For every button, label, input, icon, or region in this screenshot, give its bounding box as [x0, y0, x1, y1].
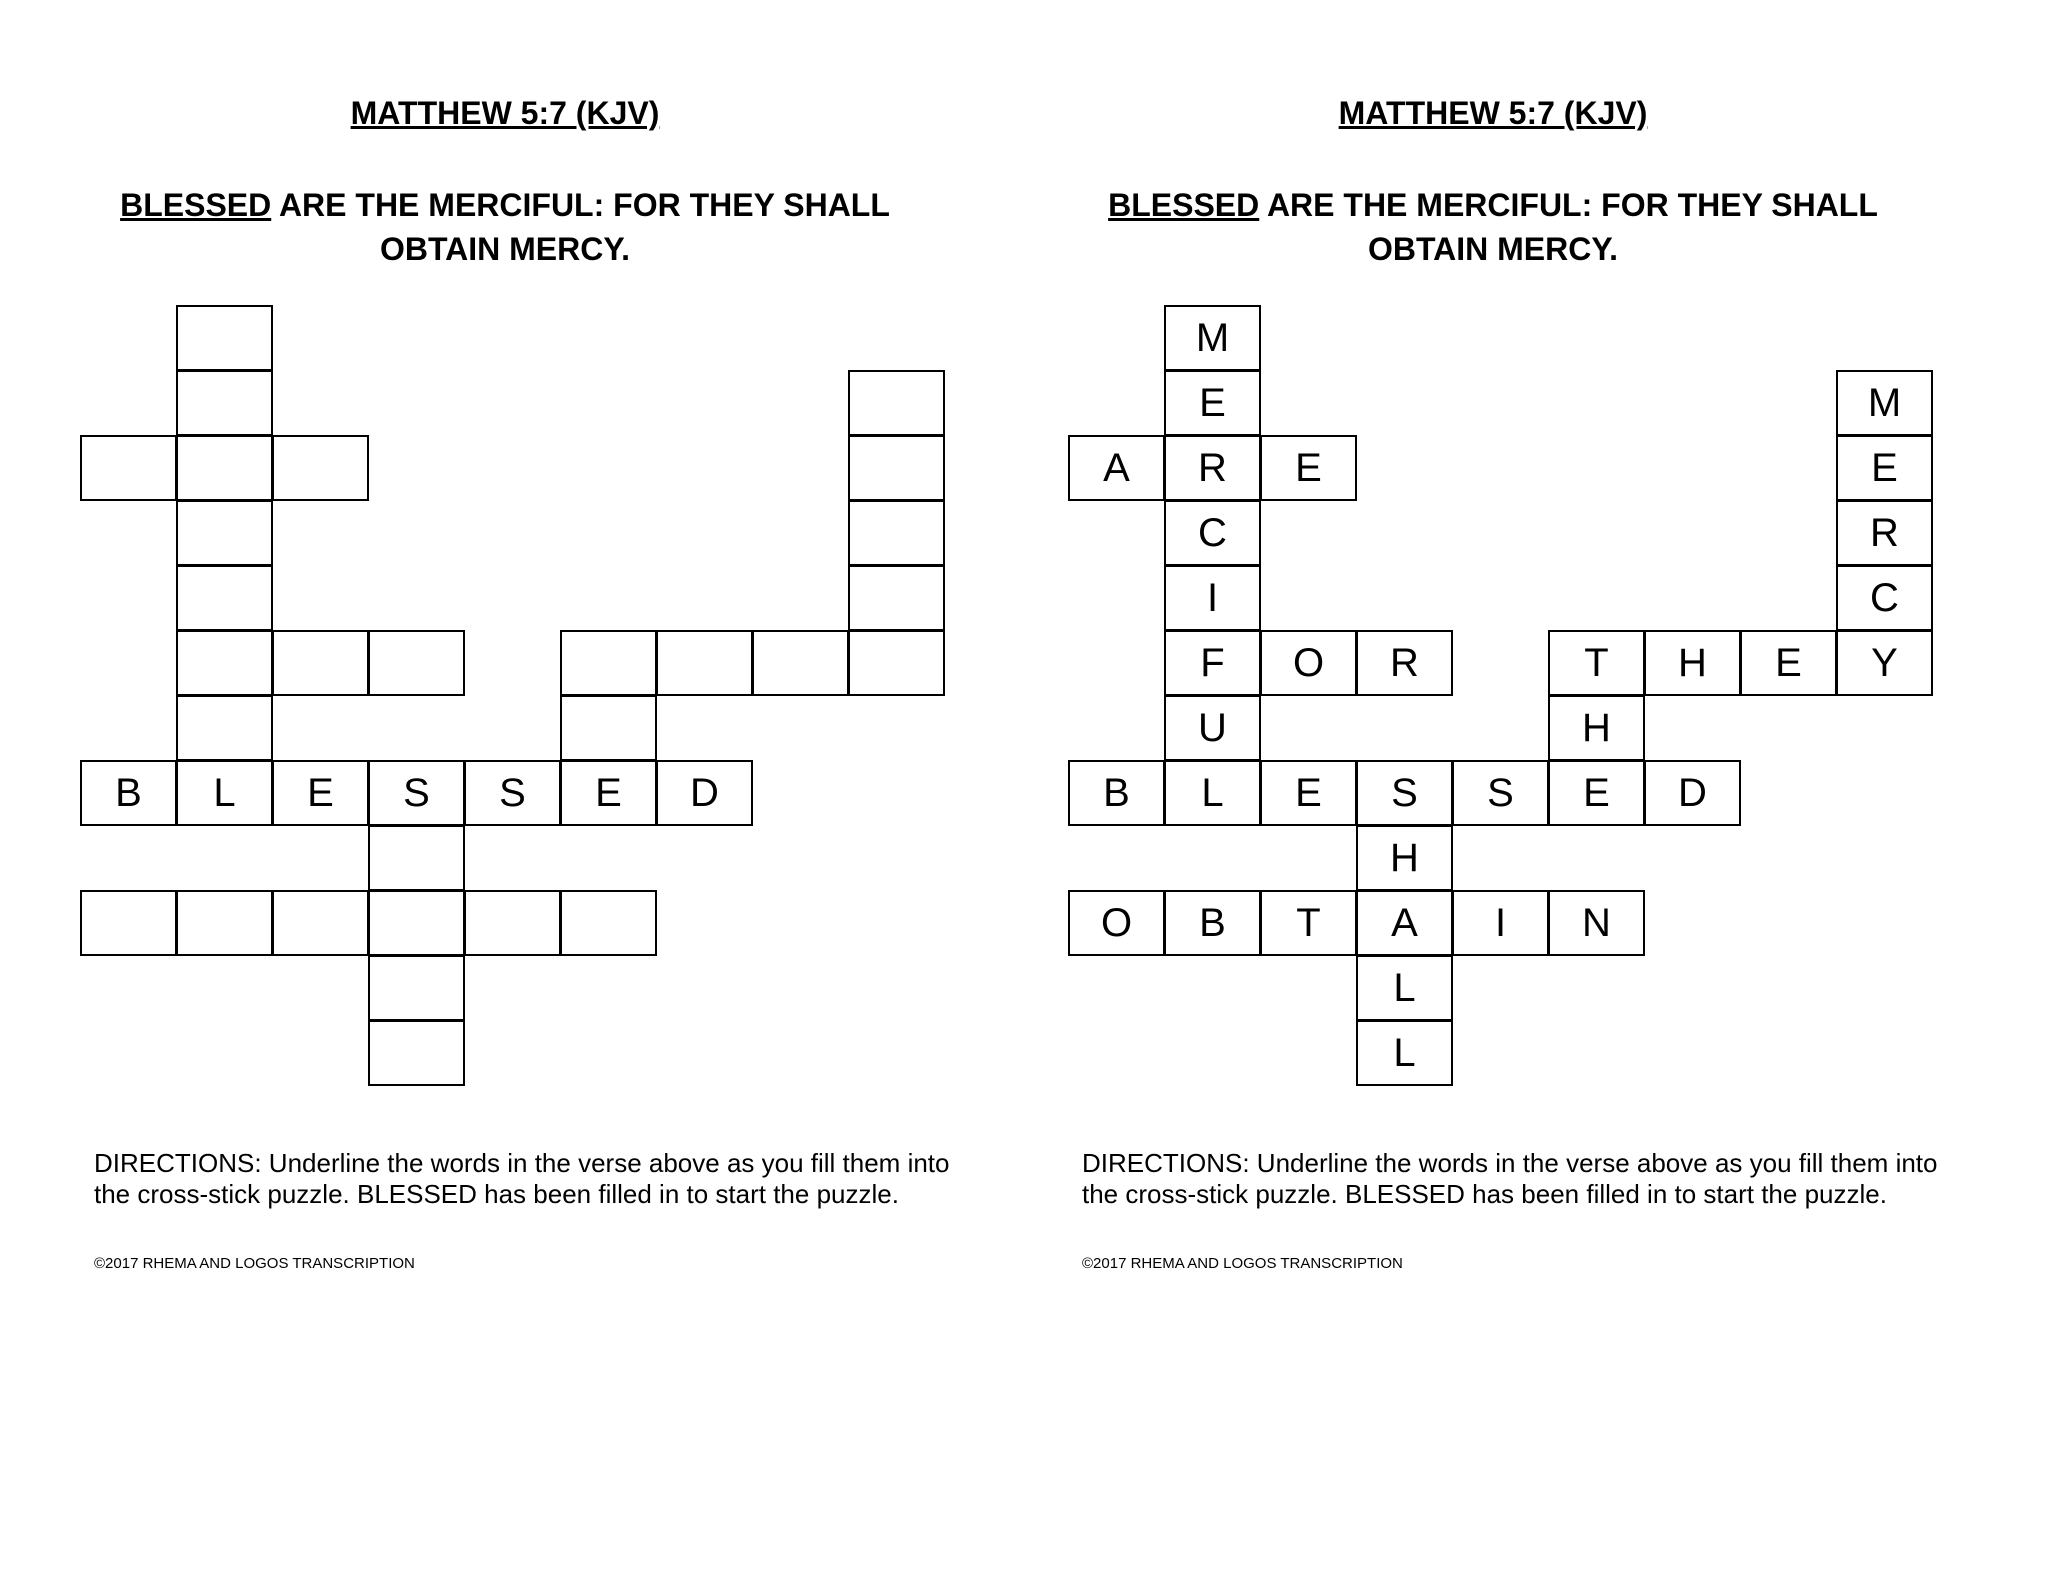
grid-cell	[560, 630, 657, 696]
copyright: ©2017 RHEMA AND LOGOS TRANSCRIPTION	[1082, 1255, 1403, 1272]
grid-cell: T	[1260, 890, 1357, 956]
grid-cell: E	[1260, 760, 1357, 826]
directions-text	[94, 1148, 994, 1210]
grid-cell: T	[1548, 630, 1645, 696]
grid-cell: E	[272, 760, 369, 826]
grid-cell	[176, 500, 273, 566]
verse-line1: ARE THE MERCIFUL: FOR THEY SHALL	[271, 187, 890, 223]
puzzle-panel-blank	[80, 0, 1080, 1582]
grid-cell	[80, 890, 177, 956]
grid-cell: A	[1068, 435, 1165, 501]
directions-line2: the cross-stick puzzle. BLESSED has been filled in to start the puzzle.	[94, 1179, 899, 1209]
grid-cell: O	[1068, 890, 1165, 956]
grid-cell: F	[1164, 630, 1261, 696]
grid-cell: C	[1164, 500, 1261, 566]
grid-cell: E	[1260, 435, 1357, 501]
grid-cell: L	[1356, 1020, 1453, 1086]
grid-cell: O	[1260, 630, 1357, 696]
grid-cell	[176, 565, 273, 631]
grid-cell: H	[1356, 825, 1453, 891]
grid-cell: B	[1164, 890, 1261, 956]
grid-cell	[752, 630, 849, 696]
grid-cell	[368, 955, 465, 1021]
grid-cell: M	[1164, 305, 1261, 371]
grid-cell: C	[1836, 565, 1933, 631]
grid-cell	[272, 890, 369, 956]
grid-cell: I	[1452, 890, 1549, 956]
grid-cell: R	[1164, 435, 1261, 501]
grid-cell	[272, 630, 369, 696]
cross-stick-grid-blank	[80, 0, 1080, 1582]
grid-cell	[848, 630, 945, 696]
grid-cell: D	[1644, 760, 1741, 826]
grid-cell: E	[560, 760, 657, 826]
grid-cell	[464, 890, 561, 956]
puzzle-panel-answer-key	[1068, 0, 2048, 1582]
grid-cell: E	[1740, 630, 1837, 696]
grid-cell: E	[1836, 435, 1933, 501]
grid-cell	[560, 695, 657, 761]
grid-cell	[176, 630, 273, 696]
grid-cell	[176, 435, 273, 501]
grid-cell: Y	[1836, 630, 1933, 696]
grid-cell: I	[1164, 565, 1261, 631]
grid-cell: B	[1068, 760, 1165, 826]
grid-cell: S	[368, 760, 465, 826]
grid-cell: S	[464, 760, 561, 826]
grid-cell: R	[1836, 500, 1933, 566]
grid-cell	[272, 435, 369, 501]
grid-cell: D	[656, 760, 753, 826]
grid-cell: E	[1548, 760, 1645, 826]
grid-cell	[848, 565, 945, 631]
directions-line1: DIRECTIONS: Underline the words in the verse above as you fill them into	[1082, 1148, 1938, 1178]
grid-cell	[176, 305, 273, 371]
grid-cell: H	[1644, 630, 1741, 696]
grid-cell: E	[1164, 370, 1261, 436]
grid-cell	[848, 500, 945, 566]
directions-line2: the cross-stick puzzle. BLESSED has been filled in to start the puzzle.	[1082, 1179, 1887, 1209]
grid-cell: H	[1548, 695, 1645, 761]
grid-cell: S	[1452, 760, 1549, 826]
verse-reference: MATTHEW 5:7 (KJV)	[1338, 95, 1648, 131]
grid-cell	[176, 370, 273, 436]
verse-line2: OBTAIN MERCY.	[1367, 231, 1619, 267]
grid-cell: N	[1548, 890, 1645, 956]
grid-cell	[368, 825, 465, 891]
directions-line1: DIRECTIONS: Underline the words in the verse above as you fill them into	[94, 1148, 950, 1178]
verse-reference: MATTHEW 5:7 (KJV)	[350, 95, 660, 131]
grid-cell	[80, 435, 177, 501]
grid-cell: A	[1356, 890, 1453, 956]
verse-keyword: BLESSED	[1108, 187, 1260, 223]
grid-cell	[176, 695, 273, 761]
grid-cell: U	[1164, 695, 1261, 761]
grid-cell	[176, 890, 273, 956]
directions-text	[1082, 1148, 1982, 1210]
grid-cell: R	[1356, 630, 1453, 696]
grid-cell: L	[1356, 955, 1453, 1021]
grid-cell	[560, 890, 657, 956]
grid-cell: S	[1356, 760, 1453, 826]
grid-cell: B	[80, 760, 177, 826]
grid-cell	[368, 890, 465, 956]
grid-cell	[848, 370, 945, 436]
verse-keyword: BLESSED	[120, 187, 272, 223]
grid-cell: L	[1164, 760, 1261, 826]
grid-cell	[656, 630, 753, 696]
grid-cell	[368, 1020, 465, 1086]
verse-line2: OBTAIN MERCY.	[379, 231, 631, 267]
grid-cell	[848, 435, 945, 501]
grid-cell	[368, 630, 465, 696]
cross-stick-grid-answers	[1068, 0, 2048, 1582]
grid-cell: M	[1836, 370, 1933, 436]
grid-cell: L	[176, 760, 273, 826]
copyright: ©2017 RHEMA AND LOGOS TRANSCRIPTION	[94, 1255, 415, 1272]
verse-line1: ARE THE MERCIFUL: FOR THEY SHALL	[1259, 187, 1878, 223]
